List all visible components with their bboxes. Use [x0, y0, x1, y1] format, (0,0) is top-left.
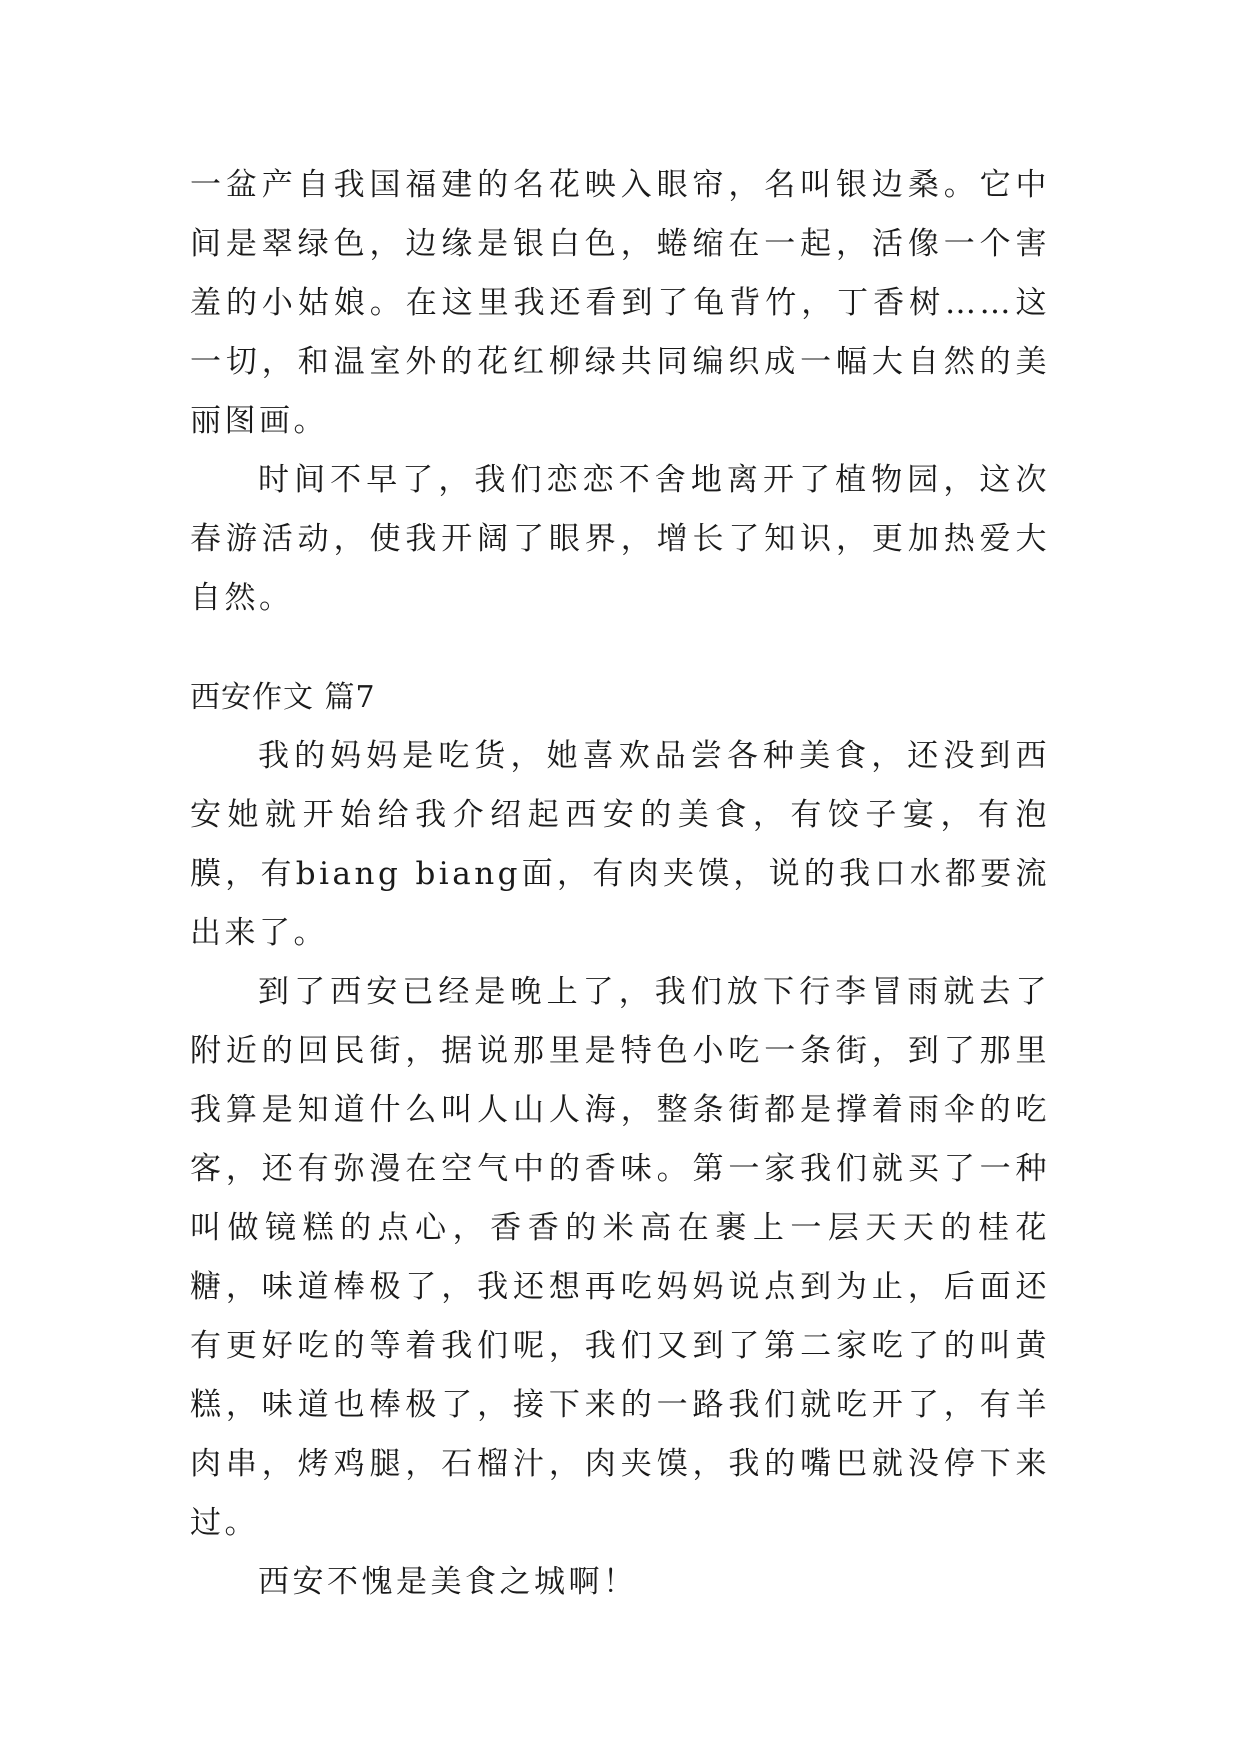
paragraph: 一盆产自我国福建的名花映入眼帘，名叫银边桑。它中间是翠绿色，边缘是银白色，蜷缩在一起，活像一个害羞的小姑娘。在这里我还看到了龟背竹，丁香树……这一切，和温室外的花红柳绿共同编织成一幅大自然的美丽图画。 [190, 167, 1050, 439]
paragraph: 时间不早了，我们恋恋不舍地离开了植物园，这次春游活动，使我开阔了眼界，增长了知识，更加热爱大自然。 [190, 462, 1050, 616]
paragraph: 西安不愧是美食之城啊！ [258, 1564, 638, 1600]
section-heading: 西安作文 篇7 [190, 680, 376, 715]
paragraph: 我的妈妈是吃货，她喜欢品尝各种美食，还没到西安她就开始给我介绍起西安的美食，有饺子宴，有泡膜，有biang biang面，有肉夹馍，说的我口水都要流出来了。 [190, 738, 1050, 951]
paragraph: 到了西安已经是晚上了，我们放下行李冒雨就去了附近的回民街，据说那里是特色小吃一条街，到了那里我算是知道什么叫人山人海，整条街都是撑着雨伞的吃客，还有弥漫在空气中的香味。第一家我们就买了一种叫做镜糕的点心，香香的米高在裹上一层天天的桂花糖，味道棒极了，我还想再吃妈妈说点到为止，后面还有更好吃的等着我们呢，我们又到了第二家吃了的叫黄糕，味道也棒极了，接下来的一路我们就吃开了，有羊肉串，烤鸡腿，石榴汁，肉夹馍，我的嘴巴就没停下来过。 [190, 974, 1050, 1541]
document-body [190, 156, 1050, 1612]
